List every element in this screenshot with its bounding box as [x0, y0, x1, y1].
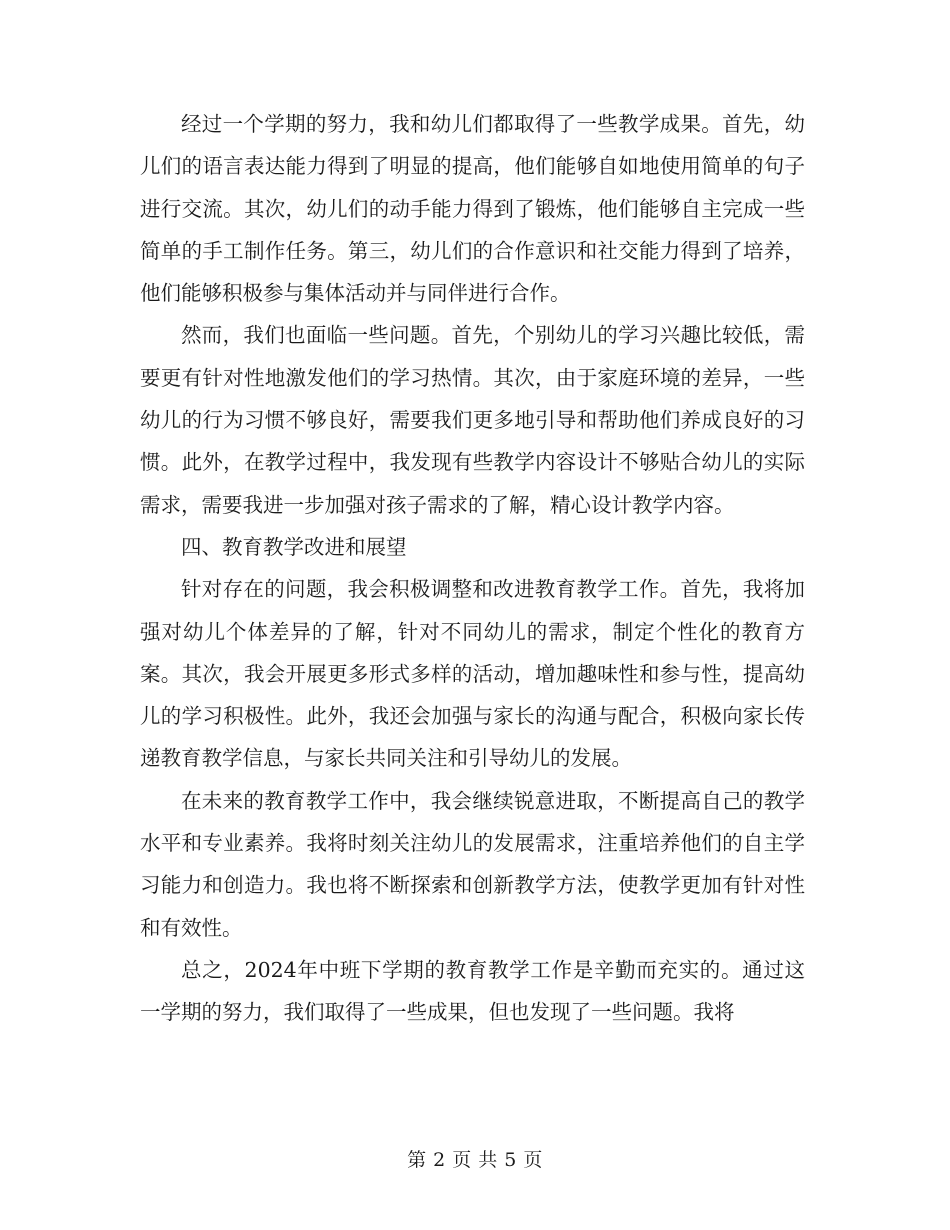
paragraph-problems: 然而，我们也面临一些问题。首先，个别幼儿的学习兴趣比较低，需要更有针对性地激发他们的学习热情。其次，由于家庭环境的差异，一些幼儿的行为习惯不够良好，需要我们更多地引导和帮助他们养成良好的习惯。此外，在教学过程中，我发现有些教学内容设计不够贴合幼儿的实际需求，需要我进一步加强对孩子需求的了解，精心设计教学内容。 — [140, 323, 805, 517]
page-number-footer: 第 2 页 共 5 页 — [407, 1149, 543, 1171]
paragraph-teaching-results: 经过一个学期的努力，我和幼儿们都取得了一些教学成果。首先，幼儿们的语言表达能力得到了明显的提高，他们能够自如地使用简单的句子进行交流。其次，幼儿们的动手能力得到了锻炼，他们能够自主完成一些简单的手工制作任务。第三，幼儿们的合作意识和社交能力得到了培养，他们能够积极参与集体活动并与同伴进行合作。 — [140, 112, 805, 306]
section-heading-improvement: 四、教育教学改进和展望 — [181, 534, 407, 559]
paragraph-improvement-plan: 针对存在的问题，我会积极调整和改进教育教学工作。首先，我将加强对幼儿个体差异的了解，针对不同幼儿的需求，制定个性化的教育方案。其次，我会开展更多形式多样的活动，增加趣味性和参与性，提高幼儿的学习积极性。此外，我还会加强与家长的沟通与配合，积极向家长传递教育教学信息，与家长共同关注和引导幼儿的发展。 — [140, 577, 805, 771]
page-body — [140, 103, 805, 1034]
paragraph-summary: 总之，2024年中班下学期的教育教学工作是辛勤而充实的。通过这一学期的努力，我们取得了一些成果，但也发现了一些问题。我将 — [140, 957, 805, 1025]
paragraph-future-outlook: 在未来的教育教学工作中，我会继续锐意进取，不断提高自己的教学水平和专业素养。我将时刻关注幼儿的发展需求，注重培养他们的自主学习能力和创造力。我也将不断探索和创新教学方法，使教学更加有针对性和有效性。 — [140, 788, 805, 940]
